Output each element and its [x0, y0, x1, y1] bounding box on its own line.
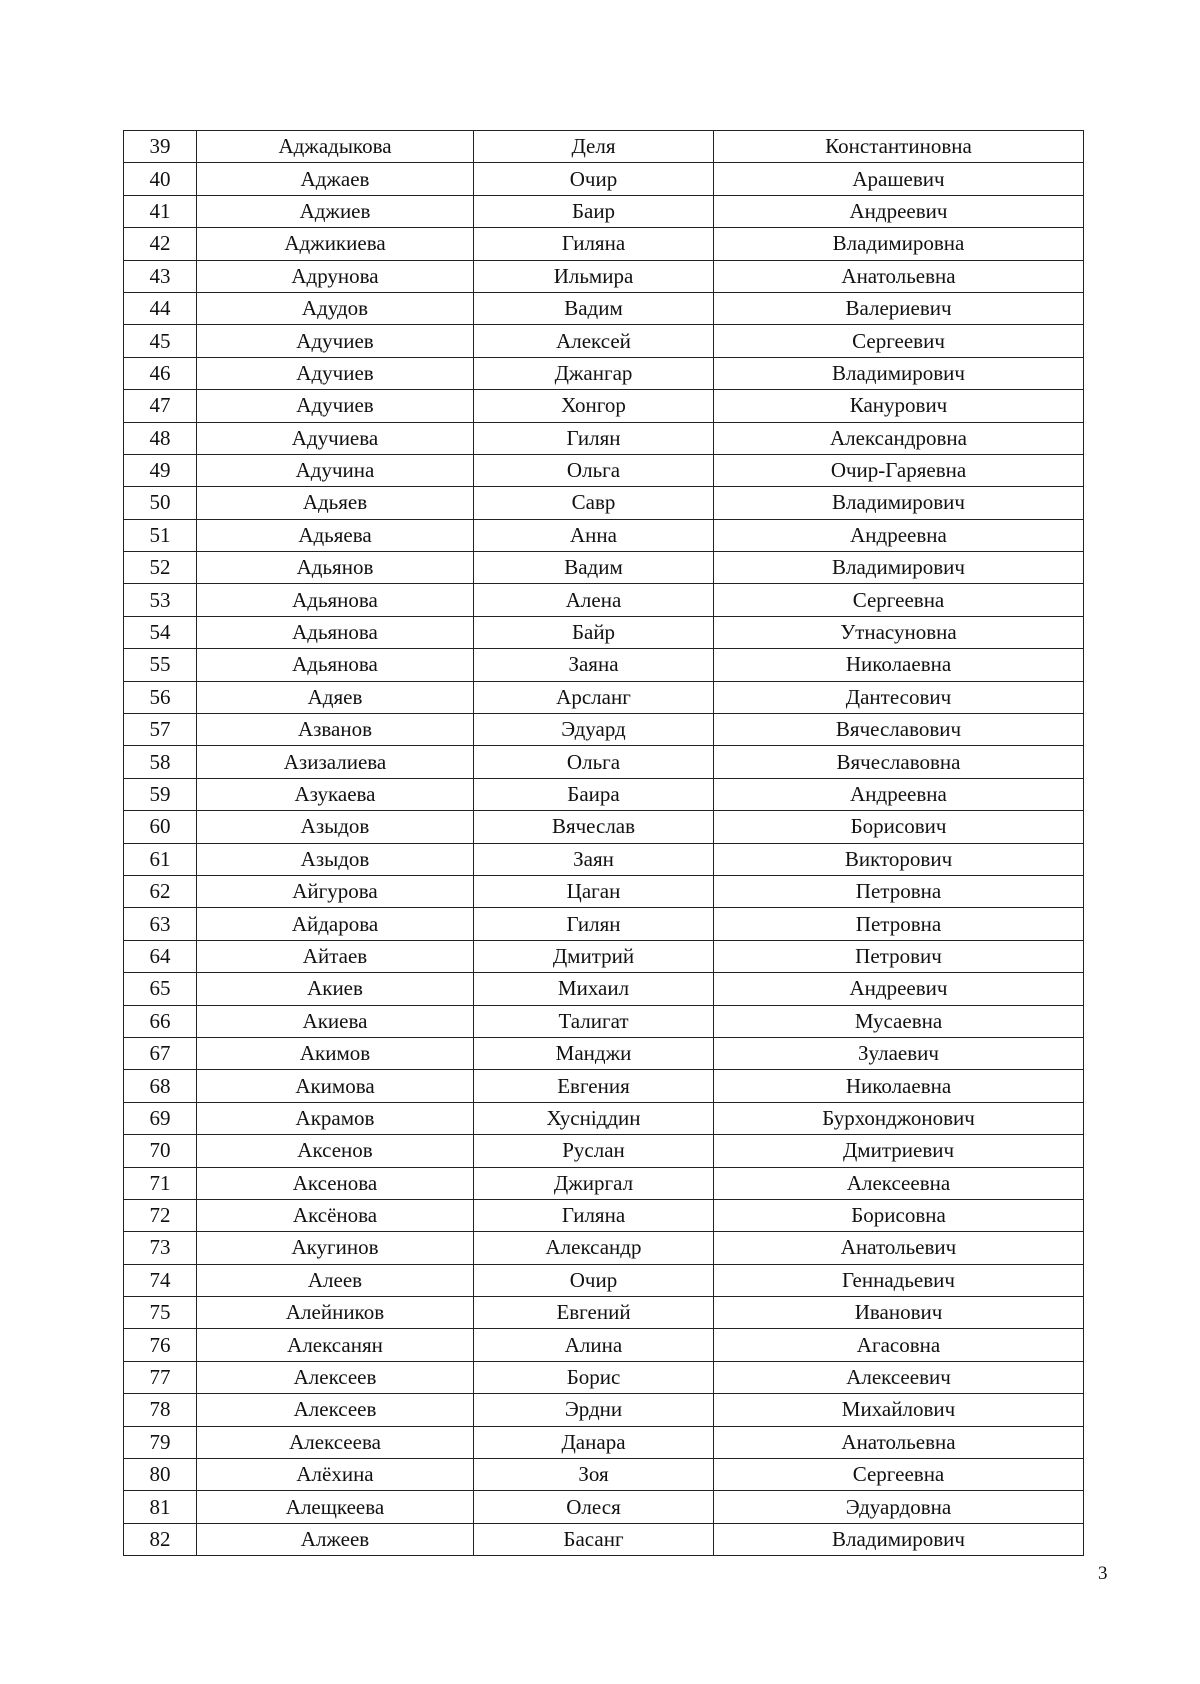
- row-number-cell: 73: [124, 1232, 197, 1264]
- surname-cell: Айдарова: [197, 908, 474, 940]
- first-name-cell: Джангар: [474, 357, 714, 389]
- table-row: [124, 519, 1084, 551]
- patronymic-cell: Зулаевич: [714, 1037, 1084, 1069]
- table-row: [124, 1361, 1084, 1393]
- first-name-cell: Евгения: [474, 1070, 714, 1102]
- table-row: [124, 1329, 1084, 1361]
- row-number-cell: 68: [124, 1070, 197, 1102]
- patronymic-cell: Утнасуновна: [714, 616, 1084, 648]
- row-number-cell: 70: [124, 1135, 197, 1167]
- first-name-cell: Руслан: [474, 1135, 714, 1167]
- table-row: [124, 487, 1084, 519]
- first-name-cell: Гилян: [474, 422, 714, 454]
- first-name-cell: Ольга: [474, 746, 714, 778]
- row-number-cell: 61: [124, 843, 197, 875]
- patronymic-cell: Сергеевна: [714, 1459, 1084, 1491]
- table-row: [124, 1232, 1084, 1264]
- table-row: [124, 1199, 1084, 1231]
- surname-cell: Алексанян: [197, 1329, 474, 1361]
- row-number-cell: 42: [124, 228, 197, 260]
- table-row: [124, 325, 1084, 357]
- surname-cell: Адяев: [197, 681, 474, 713]
- patronymic-cell: Владимирович: [714, 357, 1084, 389]
- first-name-cell: Ильмира: [474, 260, 714, 292]
- surname-cell: Алещкеева: [197, 1491, 474, 1523]
- table-body: [124, 131, 1084, 1556]
- table-row: [124, 390, 1084, 422]
- row-number-cell: 53: [124, 584, 197, 616]
- first-name-cell: Ольга: [474, 454, 714, 486]
- surname-cell: Адрунова: [197, 260, 474, 292]
- surname-cell: Адудов: [197, 292, 474, 324]
- first-name-cell: Эдуард: [474, 714, 714, 746]
- table-row: [124, 746, 1084, 778]
- table-row: [124, 1070, 1084, 1102]
- table-row: [124, 908, 1084, 940]
- row-number-cell: 44: [124, 292, 197, 324]
- first-name-cell: Заян: [474, 843, 714, 875]
- first-name-cell: Джиргал: [474, 1167, 714, 1199]
- patronymic-cell: Геннадьевич: [714, 1264, 1084, 1296]
- row-number-cell: 63: [124, 908, 197, 940]
- first-name-cell: Олеся: [474, 1491, 714, 1523]
- surname-cell: Аксенов: [197, 1135, 474, 1167]
- patronymic-cell: Борисович: [714, 811, 1084, 843]
- row-number-cell: 74: [124, 1264, 197, 1296]
- table-row: [124, 260, 1084, 292]
- patronymic-cell: Валериевич: [714, 292, 1084, 324]
- patronymic-cell: Владимирович: [714, 487, 1084, 519]
- patronymic-cell: Вячеславович: [714, 714, 1084, 746]
- patronymic-cell: Канурович: [714, 390, 1084, 422]
- surname-cell: Азыдов: [197, 811, 474, 843]
- first-name-cell: Эрдни: [474, 1394, 714, 1426]
- table-row: [124, 1459, 1084, 1491]
- table-row: [124, 973, 1084, 1005]
- first-name-cell: Савр: [474, 487, 714, 519]
- table-row: [124, 681, 1084, 713]
- table-row: [124, 357, 1084, 389]
- patronymic-cell: Петрович: [714, 940, 1084, 972]
- first-name-cell: Алена: [474, 584, 714, 616]
- surname-cell: Аксенова: [197, 1167, 474, 1199]
- patronymic-cell: Андреевна: [714, 778, 1084, 810]
- patronymic-cell: Андреевич: [714, 195, 1084, 227]
- table-row: [124, 1005, 1084, 1037]
- table-row: [124, 552, 1084, 584]
- table-row: [124, 292, 1084, 324]
- first-name-cell: Данара: [474, 1426, 714, 1458]
- row-number-cell: 69: [124, 1102, 197, 1134]
- row-number-cell: 77: [124, 1361, 197, 1393]
- table-row: [124, 940, 1084, 972]
- table-row: [124, 1102, 1084, 1134]
- table-row: [124, 422, 1084, 454]
- row-number-cell: 66: [124, 1005, 197, 1037]
- surname-cell: Азванов: [197, 714, 474, 746]
- first-name-cell: Вадим: [474, 292, 714, 324]
- patronymic-cell: Андреевна: [714, 519, 1084, 551]
- surname-cell: Акимова: [197, 1070, 474, 1102]
- row-number-cell: 54: [124, 616, 197, 648]
- surname-cell: Акрамов: [197, 1102, 474, 1134]
- first-name-cell: Михаил: [474, 973, 714, 1005]
- patronymic-cell: Алексеевна: [714, 1167, 1084, 1199]
- table-row: [124, 1135, 1084, 1167]
- patronymic-cell: Мусаевна: [714, 1005, 1084, 1037]
- first-name-cell: Алексей: [474, 325, 714, 357]
- table-row: [124, 1037, 1084, 1069]
- patronymic-cell: Викторович: [714, 843, 1084, 875]
- table-row: [124, 454, 1084, 486]
- patronymic-cell: Сергеевич: [714, 325, 1084, 357]
- row-number-cell: 75: [124, 1297, 197, 1329]
- patronymic-cell: Николаевна: [714, 1070, 1084, 1102]
- patronymic-cell: Константиновна: [714, 131, 1084, 163]
- surname-cell: Акимов: [197, 1037, 474, 1069]
- row-number-cell: 47: [124, 390, 197, 422]
- row-number-cell: 50: [124, 487, 197, 519]
- row-number-cell: 45: [124, 325, 197, 357]
- row-number-cell: 39: [124, 131, 197, 163]
- first-name-cell: Евгений: [474, 1297, 714, 1329]
- table-row: [124, 1297, 1084, 1329]
- row-number-cell: 78: [124, 1394, 197, 1426]
- first-name-cell: Вячеслав: [474, 811, 714, 843]
- surname-cell: Акиева: [197, 1005, 474, 1037]
- surname-cell: Акугинов: [197, 1232, 474, 1264]
- first-name-cell: Заяна: [474, 649, 714, 681]
- first-name-cell: Дмитрий: [474, 940, 714, 972]
- names-table: [123, 130, 1084, 1556]
- table-row: [124, 649, 1084, 681]
- surname-cell: Адучиева: [197, 422, 474, 454]
- row-number-cell: 79: [124, 1426, 197, 1458]
- patronymic-cell: Александровна: [714, 422, 1084, 454]
- patronymic-cell: Эдуардовна: [714, 1491, 1084, 1523]
- surname-cell: Алексеева: [197, 1426, 474, 1458]
- first-name-cell: Гиляна: [474, 1199, 714, 1231]
- surname-cell: Алейников: [197, 1297, 474, 1329]
- surname-cell: Азизалиева: [197, 746, 474, 778]
- first-name-cell: Талигат: [474, 1005, 714, 1037]
- row-number-cell: 59: [124, 778, 197, 810]
- first-name-cell: Гилян: [474, 908, 714, 940]
- row-number-cell: 71: [124, 1167, 197, 1199]
- table-row: [124, 1394, 1084, 1426]
- surname-cell: Адьянова: [197, 616, 474, 648]
- patronymic-cell: Бурхонджонович: [714, 1102, 1084, 1134]
- patronymic-cell: Дмитриевич: [714, 1135, 1084, 1167]
- patronymic-cell: Петровна: [714, 908, 1084, 940]
- table-row: [124, 1167, 1084, 1199]
- first-name-cell: Очир: [474, 163, 714, 195]
- first-name-cell: Очир: [474, 1264, 714, 1296]
- row-number-cell: 40: [124, 163, 197, 195]
- row-number-cell: 43: [124, 260, 197, 292]
- first-name-cell: Борис: [474, 1361, 714, 1393]
- row-number-cell: 46: [124, 357, 197, 389]
- patronymic-cell: Анатольевна: [714, 1426, 1084, 1458]
- patronymic-cell: Агасовна: [714, 1329, 1084, 1361]
- surname-cell: Аджадыкова: [197, 131, 474, 163]
- row-number-cell: 65: [124, 973, 197, 1005]
- surname-cell: Адучиев: [197, 325, 474, 357]
- surname-cell: Айгурова: [197, 875, 474, 907]
- first-name-cell: Цаган: [474, 875, 714, 907]
- first-name-cell: Басанг: [474, 1523, 714, 1555]
- patronymic-cell: Владимирович: [714, 552, 1084, 584]
- patronymic-cell: Петровна: [714, 875, 1084, 907]
- first-name-cell: Зоя: [474, 1459, 714, 1491]
- surname-cell: Адучиев: [197, 390, 474, 422]
- surname-cell: Адьяев: [197, 487, 474, 519]
- surname-cell: Алёхина: [197, 1459, 474, 1491]
- first-name-cell: Арсланг: [474, 681, 714, 713]
- surname-cell: Аджикиева: [197, 228, 474, 260]
- row-number-cell: 82: [124, 1523, 197, 1555]
- row-number-cell: 80: [124, 1459, 197, 1491]
- patronymic-cell: Михайлович: [714, 1394, 1084, 1426]
- patronymic-cell: Николаевна: [714, 649, 1084, 681]
- table-row: [124, 811, 1084, 843]
- patronymic-cell: Вячеславовна: [714, 746, 1084, 778]
- row-number-cell: 67: [124, 1037, 197, 1069]
- patronymic-cell: Владимирович: [714, 1523, 1084, 1555]
- table-row: [124, 195, 1084, 227]
- patronymic-cell: Борисовна: [714, 1199, 1084, 1231]
- first-name-cell: Анна: [474, 519, 714, 551]
- first-name-cell: Алина: [474, 1329, 714, 1361]
- patronymic-cell: Сергеевна: [714, 584, 1084, 616]
- surname-cell: Азукаева: [197, 778, 474, 810]
- row-number-cell: 49: [124, 454, 197, 486]
- surname-cell: Аксёнова: [197, 1199, 474, 1231]
- first-name-cell: Баир: [474, 195, 714, 227]
- first-name-cell: Байр: [474, 616, 714, 648]
- row-number-cell: 41: [124, 195, 197, 227]
- row-number-cell: 64: [124, 940, 197, 972]
- table-row: [124, 228, 1084, 260]
- surname-cell: Акиев: [197, 973, 474, 1005]
- patronymic-cell: Андреевич: [714, 973, 1084, 1005]
- first-name-cell: Хонгор: [474, 390, 714, 422]
- row-number-cell: 72: [124, 1199, 197, 1231]
- first-name-cell: Манджи: [474, 1037, 714, 1069]
- table-row: [124, 1491, 1084, 1523]
- table-row: [124, 843, 1084, 875]
- surname-cell: Алжеев: [197, 1523, 474, 1555]
- first-name-cell: Гиляна: [474, 228, 714, 260]
- patronymic-cell: Иванович: [714, 1297, 1084, 1329]
- surname-cell: Алеев: [197, 1264, 474, 1296]
- surname-cell: Адьянов: [197, 552, 474, 584]
- patronymic-cell: Дантесович: [714, 681, 1084, 713]
- patronymic-cell: Алексеевич: [714, 1361, 1084, 1393]
- table-row: [124, 1264, 1084, 1296]
- surname-cell: Алексеев: [197, 1361, 474, 1393]
- table-row: [124, 1426, 1084, 1458]
- row-number-cell: 58: [124, 746, 197, 778]
- row-number-cell: 76: [124, 1329, 197, 1361]
- row-number-cell: 57: [124, 714, 197, 746]
- surname-cell: Азыдов: [197, 843, 474, 875]
- surname-cell: Адьянова: [197, 584, 474, 616]
- surname-cell: Адучиев: [197, 357, 474, 389]
- surname-cell: Айтаев: [197, 940, 474, 972]
- row-number-cell: 81: [124, 1491, 197, 1523]
- first-name-cell: Вадим: [474, 552, 714, 584]
- first-name-cell: Хуснiддин: [474, 1102, 714, 1134]
- patronymic-cell: Анатольевич: [714, 1232, 1084, 1264]
- patronymic-cell: Очир-Гаряевна: [714, 454, 1084, 486]
- patronymic-cell: Арашевич: [714, 163, 1084, 195]
- first-name-cell: Деля: [474, 131, 714, 163]
- table-row: [124, 163, 1084, 195]
- surname-cell: Аджаев: [197, 163, 474, 195]
- row-number-cell: 62: [124, 875, 197, 907]
- patronymic-cell: Анатольевна: [714, 260, 1084, 292]
- row-number-cell: 60: [124, 811, 197, 843]
- row-number-cell: 48: [124, 422, 197, 454]
- patronymic-cell: Владимировна: [714, 228, 1084, 260]
- first-name-cell: Баира: [474, 778, 714, 810]
- surname-cell: Адьянова: [197, 649, 474, 681]
- table-row: [124, 584, 1084, 616]
- table-row: [124, 714, 1084, 746]
- table-row: [124, 875, 1084, 907]
- row-number-cell: 51: [124, 519, 197, 551]
- first-name-cell: Александр: [474, 1232, 714, 1264]
- surname-cell: Аджиев: [197, 195, 474, 227]
- row-number-cell: 55: [124, 649, 197, 681]
- surname-cell: Адьяева: [197, 519, 474, 551]
- table-row: [124, 778, 1084, 810]
- row-number-cell: 52: [124, 552, 197, 584]
- page-number: 3: [1098, 1563, 1108, 1584]
- surname-cell: Адучина: [197, 454, 474, 486]
- table-row: [124, 1523, 1084, 1555]
- surname-cell: Алексеев: [197, 1394, 474, 1426]
- row-number-cell: 56: [124, 681, 197, 713]
- table-row: [124, 131, 1084, 163]
- table-row: [124, 616, 1084, 648]
